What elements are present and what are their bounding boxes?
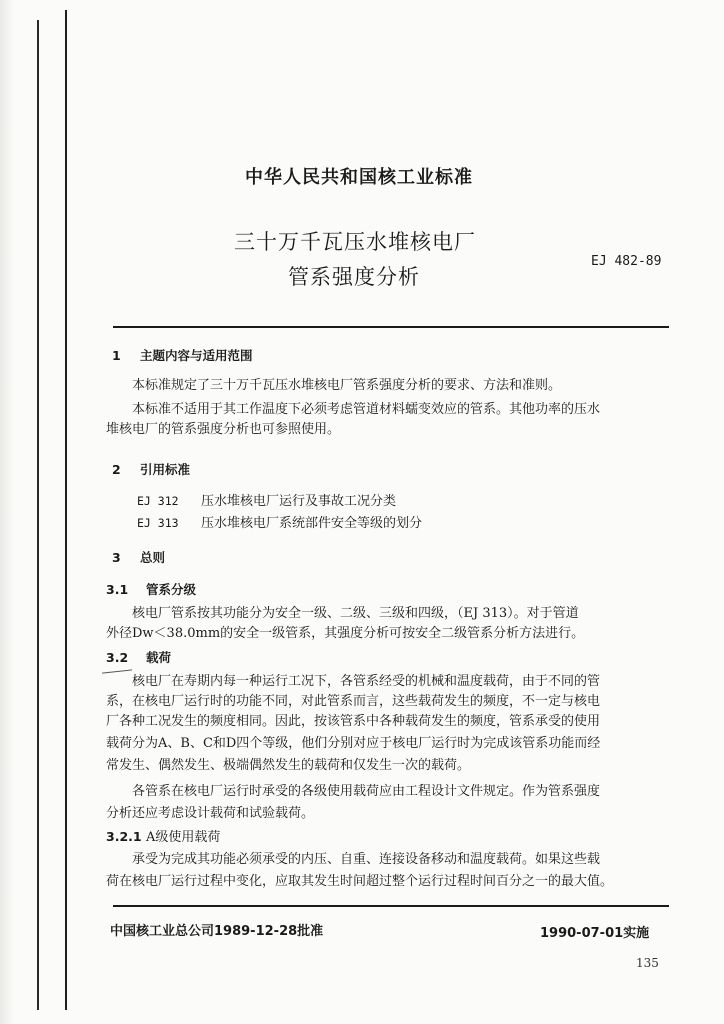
reference-item (137, 512, 422, 531)
binding-line (65, 10, 67, 1010)
paragraph: 各管系在核电厂运行时承受的各级使用载荷应由工程设计文件规定。作为管系强度 (132, 784, 601, 799)
issuing-organization: 中华人民共和国核工业标准 (245, 167, 473, 188)
subsection-heading-3-1 (106, 580, 196, 598)
section-title: 管系分级 (146, 582, 197, 597)
paragraph: 承受为完成其功能必须承受的内压、自重、连接设备移动和温度载荷。如果这些载 (132, 852, 601, 867)
paragraph: 分析还应考虑设计载荷和试验载荷。 (106, 806, 315, 821)
paragraph: 荷在核电厂运行过程中变化，应取其发生时间超过整个运行过程时间百分之一的最大值。 (106, 874, 614, 889)
paragraph: 常发生、偶然发生、极端偶然发生的载荷和仅发生一次的载荷。 (106, 758, 471, 773)
paragraph: 堆核电厂的管系强度分析也可参照使用。 (106, 422, 341, 437)
paragraph: 本标准不适用于其工作温度下必须考虑管道材料蠕变效应的管系。其他功率的压水 (132, 402, 601, 417)
subsection-heading-3-2 (106, 648, 171, 666)
paragraph: 载荷分为A、B、C和D四个等级，他们分别对应于核电厂运行时为完成该管系功能而经 (106, 736, 601, 751)
section-title: A级使用载荷 (146, 830, 221, 845)
paragraph: 系，在核电厂运行时的功能不同，对此管系而言，这些载荷发生的频度，不一定与核电 (106, 694, 601, 709)
reference-title: 压水堆核电厂运行及事故工况分类 (201, 494, 397, 509)
page-number: 135 (636, 956, 659, 970)
section-number: 2 (112, 462, 121, 477)
section-heading-2 (112, 460, 190, 478)
reference-title: 压水堆核电厂系统部件安全等级的划分 (201, 516, 423, 531)
section-number: 1 (112, 348, 121, 363)
section-number: 3.1 (106, 582, 129, 597)
header-divider (113, 326, 669, 328)
section-number: 3 (112, 550, 121, 565)
section-heading-3 (112, 548, 165, 566)
standard-code: EJ 482-89 (591, 254, 662, 269)
section-heading-1 (112, 346, 253, 364)
section-title: 主题内容与适用范围 (140, 348, 253, 363)
paragraph: 厂各种工况发生的频度相同。因此，按该管系中各种载荷发生的频度，管系承受的使用 (106, 714, 601, 729)
effective-date: 1990-07-01实施 (540, 926, 650, 941)
footer-divider (113, 905, 669, 907)
reference-code: EJ 312 (137, 494, 179, 508)
document-title-line2: 管系强度分析 (288, 265, 420, 289)
section-title: 总则 (140, 550, 166, 565)
section-title: 引用标准 (140, 462, 191, 477)
paragraph: 外径Dw＜38.0mm的安全一级管系，其强度分析可按安全二级管系分析方法进行。 (106, 626, 585, 641)
reference-item (137, 490, 396, 509)
section-number: 3.2.1 (106, 829, 142, 844)
paragraph: 核电厂管系按其功能分为安全一级、二级、三级和四级，（EJ 313）。对于管道 (132, 606, 579, 621)
subsection-heading-3-2-1 (106, 826, 220, 845)
approval-info: 中国核工业总公司1989-12-28批准 (110, 924, 324, 939)
paragraph: 本标准规定了三十万千瓦压水堆核电厂管系强度分析的要求、方法和准则。 (132, 378, 562, 393)
paragraph: 核电厂在寿期内每一种运行工况下，各管系经受的机械和温度载荷，由于不同的管 (132, 674, 601, 689)
scan-edge (0, 0, 14, 1024)
section-title: 载荷 (146, 650, 172, 665)
section-number: 3.2 (106, 650, 129, 665)
document-title-line1: 三十万千瓦压水堆核电厂 (234, 230, 476, 254)
reference-code: EJ 313 (137, 516, 179, 530)
margin-mark (102, 669, 132, 673)
